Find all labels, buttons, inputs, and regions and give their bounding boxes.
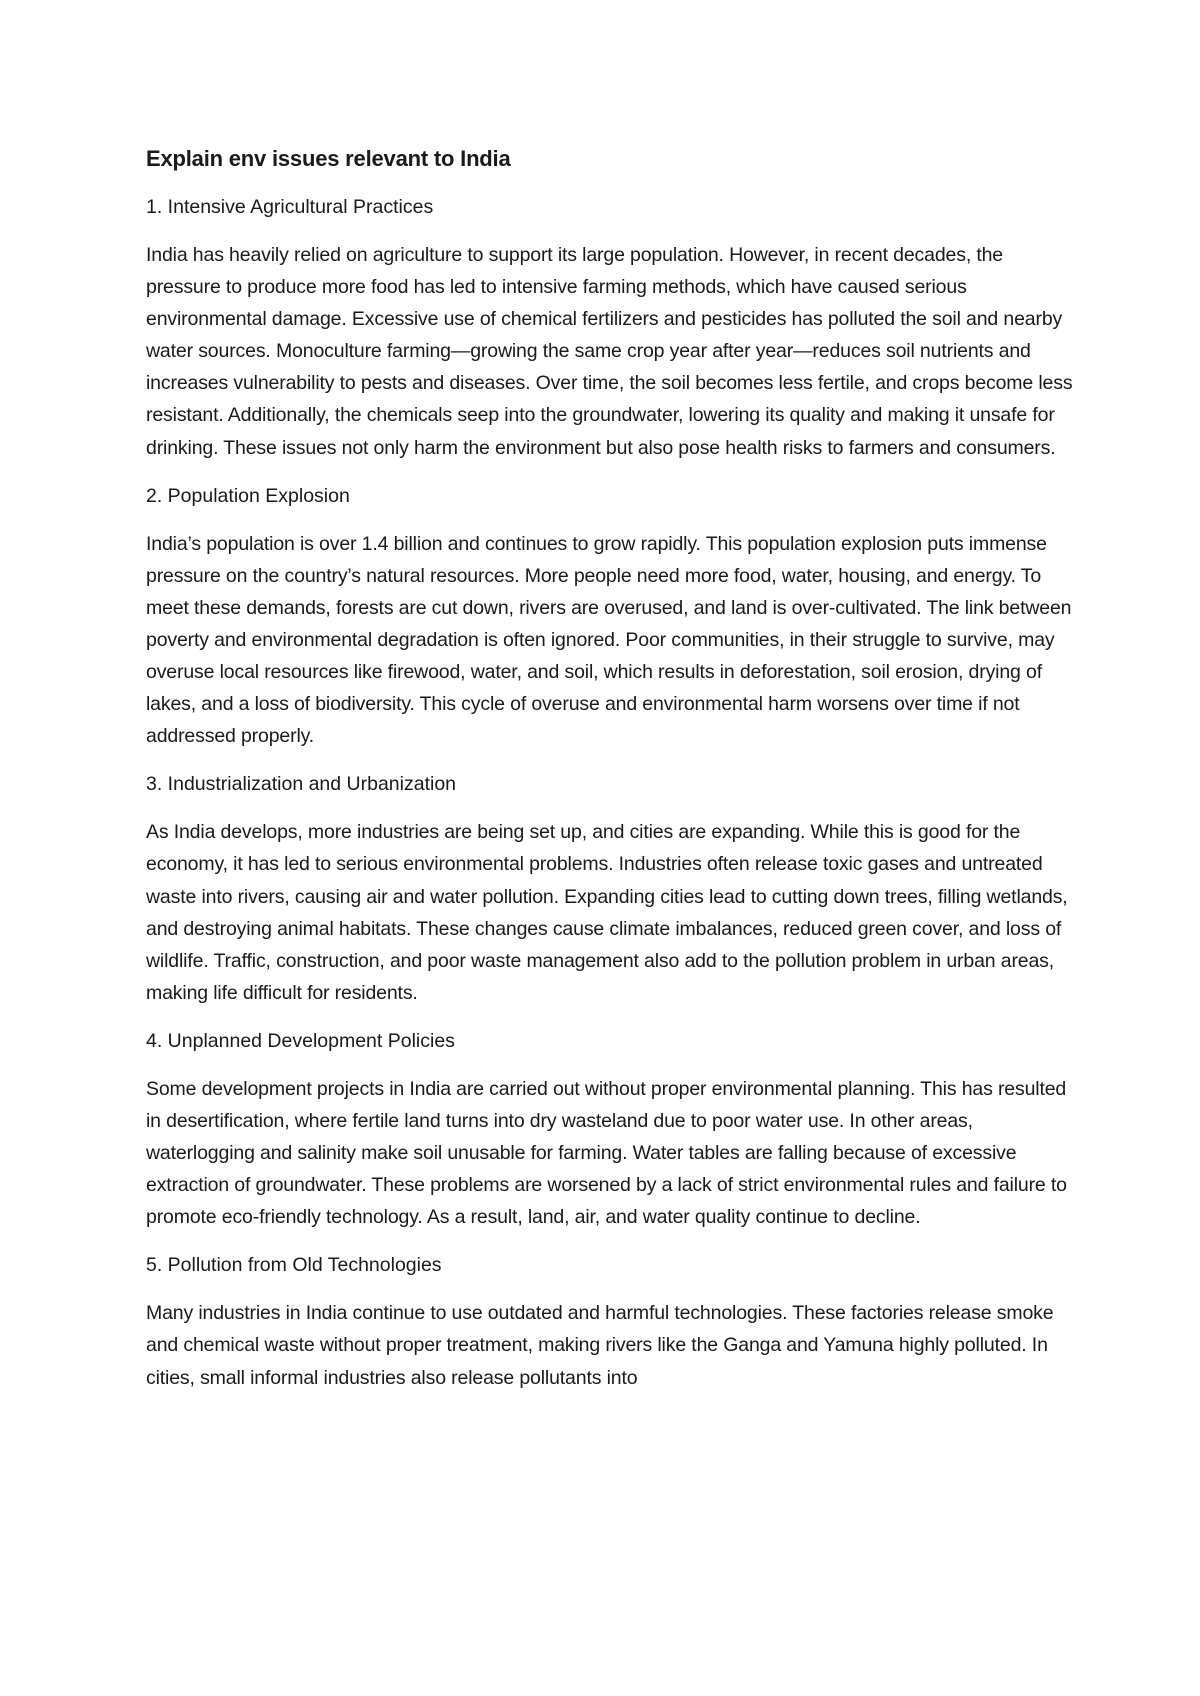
section-5 [146,1249,1081,1393]
document-content [146,143,1081,1410]
section-1 [146,191,1081,464]
section-paragraph: India’s population is over 1.4 billion and continues to grow rapidly. This population explosion puts immense pressure on the country’s natural resources. More people need more food, water, housing, and energy. To meet these demands, forests are cut down, rivers are overused, and land is over-cultivated. The link between poverty and environmental degradation is often ignored. Poor communities, in their struggle to survive, may overuse local resources like firewood, water, and soil, which results in deforestation, soil erosion, drying of lakes, and a loss of biodiversity. This cycle of overuse and environmental harm worsens over time if not addressed properly. [146,532,1072,748]
section-heading: 5. Pollution from Old Technologies [146,1254,442,1277]
section-heading: 1. Intensive Agricultural Practices [146,196,434,218]
section-heading: 2. Population Explosion [146,484,350,507]
document-title: Explain env issues relevant to India [146,146,511,171]
section-paragraph: Many industries in India continue to use outdated and harmful technologies. These factories release smoke and chemical waste without proper treatment, making rivers like the Ganga and Yamuna highly polluted. In cities, small informal industries also release pollutants into [146,1302,1054,1389]
section-3 [146,768,1081,1009]
section-paragraph: As India develops, more industries are being set up, and cities are expanding. While this is good for the economy, it has led to serious environmental problems. Industries often release toxic gases and untreated waste into rivers, causing air and water pollution. Expanding cities lead to cutting down trees, filling wetlands, and destroying animal habitats. These changes cause climate imbalances, reduced green cover, and loss of wildlife. Traffic, construction, and poor waste management also add to the pollution problem in urban areas, making life difficult for residents. [146,821,1068,1004]
section-paragraph: India has heavily relied on agriculture to support its large population. However, in recent decades, the pressure to produce more food has led to intensive farming methods, which have caused serious environmental damage. Excessive use of chemical fertilizers and pesticides has polluted the soil and nearby water sources. Monoculture farming—growing the same crop year after year—reduces soil nutrients and increases vulnerability to pests and diseases. Over time, the soil becomes less fertile, and crops become less resistant. Additionally, the chemicals seep into the groundwater, lowering its quality and making it unsafe for drinking. These issues not only harm the environment but also pose health risks to farmers and consumers. [146,244,1073,459]
section-heading: 3. Industrialization and Urbanization [146,773,457,796]
section-2 [146,480,1081,753]
section-heading: 4. Unplanned Development Policies [146,1029,455,1052]
section-paragraph: Some development projects in India are carried out without proper environmental planning. This has resulted in desertification, where fertile land turns into dry wasteland due to poor water use. In other areas, waterlogging and salinity make soil unusable for farming. Water tables are falling because of excessive extraction of groundwater. These problems are worsened by a lack of strict environmental rules and failure to promote eco-friendly technology. As a result, land, air, and water quality continue to decline. [146,1077,1067,1229]
section-4 [146,1025,1081,1233]
